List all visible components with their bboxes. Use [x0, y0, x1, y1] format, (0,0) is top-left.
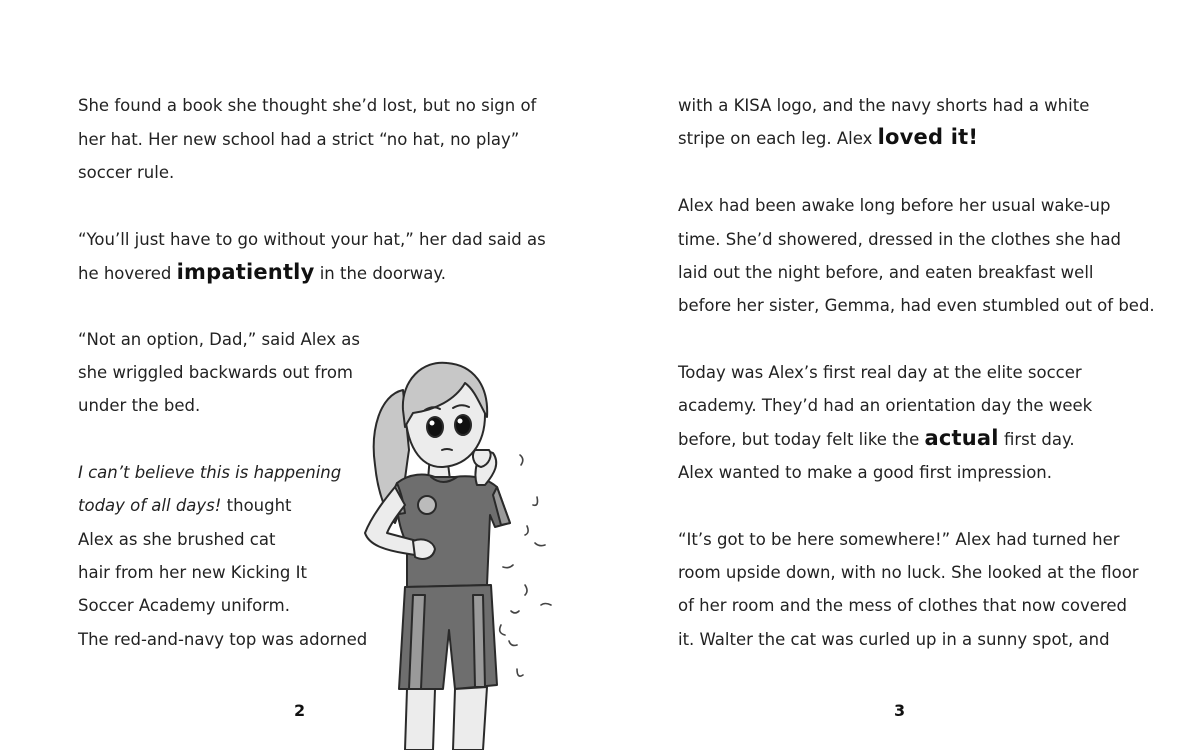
- right-text-line: “It’s got to be here somewhere!” Alex had turned her: [678, 530, 1120, 549]
- left-text-line: soccer rule.: [78, 163, 175, 182]
- right-text-line: time. She’d showered, dressed in the clothes she had: [678, 230, 1122, 249]
- left-text-line: her hat. Her new school had a strict “no hat, no play”: [78, 130, 520, 149]
- left-text-line: “Not an option, Dad,” said Alex as: [78, 330, 360, 349]
- italic-run: today of all days!: [78, 496, 222, 515]
- page-number-right: 3: [894, 701, 906, 720]
- right-text-line: laid out the night before, and eaten breakfast well: [678, 263, 1094, 282]
- left-text-line: Soccer Academy uniform.: [78, 596, 290, 615]
- emphasis-word: actual: [924, 426, 999, 450]
- right-text-line: before her sister, Gemma, had even stumbled out of bed.: [678, 296, 1155, 315]
- text-run: first day.: [998, 430, 1075, 449]
- left-text-line: hair from her new Kicking It: [78, 563, 307, 582]
- left-text-line: Alex as she brushed cat: [78, 530, 276, 549]
- left-text-line: The red-and-navy top was adorned: [78, 630, 368, 649]
- text-run: before, but today felt like the: [678, 430, 925, 449]
- text-run: in the doorway.: [314, 264, 447, 283]
- left-italic-line: I can’t believe this is happening: [78, 463, 342, 482]
- right-text-line: Today was Alex’s first real day at the elite soccer: [678, 363, 1082, 382]
- left-text-line: she wriggled backwards out from: [78, 363, 354, 382]
- right-text-line: with a KISA logo, and the navy shorts had a white: [678, 96, 1090, 115]
- right-page: [600, 0, 1200, 750]
- page-number-left: 2: [294, 701, 306, 720]
- text-run: stripe on each leg. Alex: [678, 129, 878, 148]
- left-text-line: “You’ll just have to go without your hat,” her dad said as: [78, 230, 546, 249]
- right-text-line: [678, 125, 978, 151]
- right-text-line: [678, 426, 1075, 452]
- text-run: he hovered: [78, 264, 177, 283]
- emphasis-word: impatiently: [176, 260, 315, 284]
- left-text-line: [78, 260, 446, 286]
- girl-soccer-illustration: [325, 355, 565, 750]
- left-text-line: She found a book she thought she’d lost, but no sign of: [78, 96, 537, 115]
- right-text-line: Alex wanted to make a good first impression.: [678, 463, 1053, 482]
- text-run: thought: [221, 496, 292, 515]
- right-text-line: of her room and the mess of clothes that now covered: [678, 596, 1127, 615]
- left-text-line: under the bed.: [78, 396, 201, 415]
- right-text-line: room upside down, with no luck. She looked at the floor: [678, 563, 1139, 582]
- emphasis-word: loved it!: [877, 125, 979, 149]
- right-text-line: academy. They’d had an orientation day the week: [678, 396, 1093, 415]
- right-text-line: it. Walter the cat was curled up in a sunny spot, and: [678, 630, 1110, 649]
- right-text-line: Alex had been awake long before her usual wake-up: [678, 196, 1111, 215]
- left-text-line: [78, 494, 292, 518]
